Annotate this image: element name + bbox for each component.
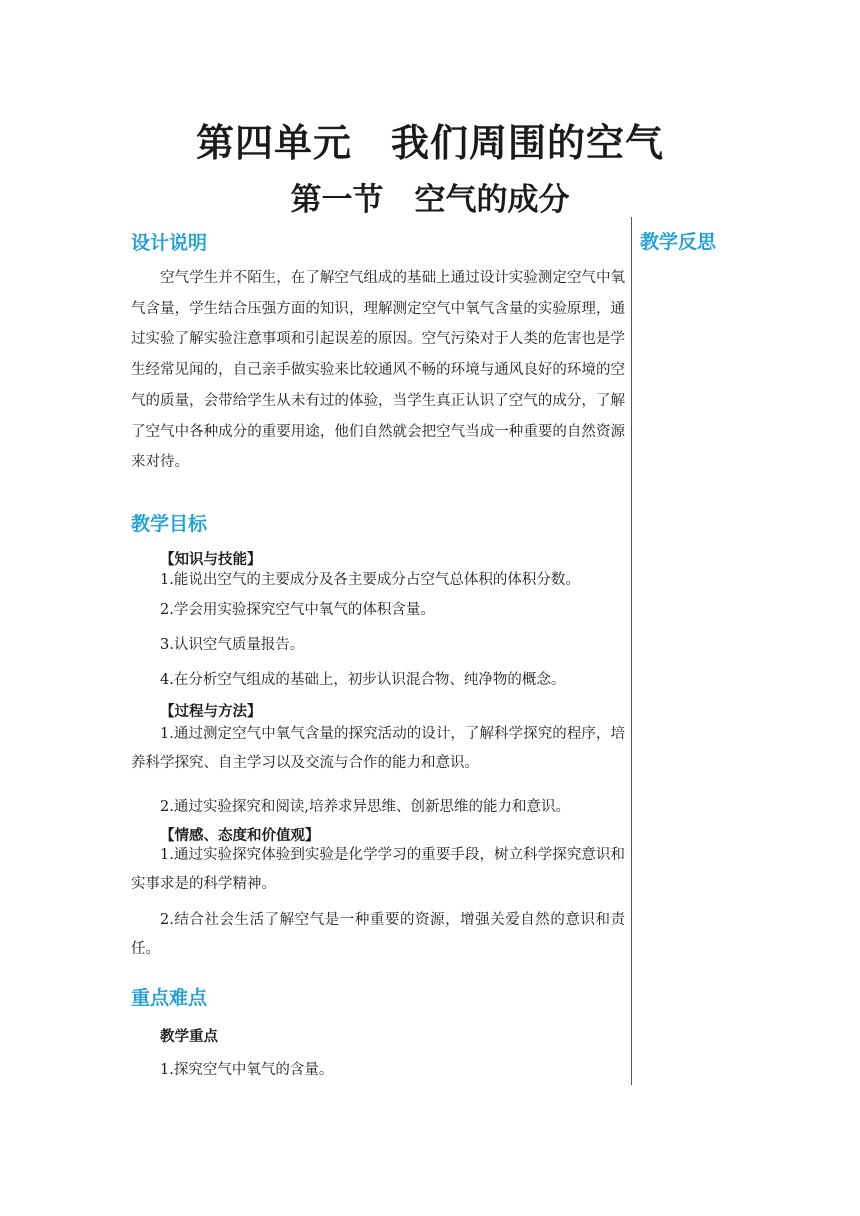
focus-label: 教学重点: [160, 1029, 218, 1045]
knowledge-item-4: 4.在分析空气组成的基础上，初步认识混合物、纯净物的概念。: [160, 672, 566, 688]
process-label: 【过程与方法】: [160, 704, 262, 720]
process-item-2: 2.通过实验探究和阅读,培养求异思维、创新思维的能力和意识。: [160, 799, 570, 815]
emotion-item-1: 1.通过实验探究体验到实验是化学学习的重要手段，树立科学探究意识和实事求是的科学精神。: [131, 847, 625, 892]
knowledge-item-1: 1.能说出空气的主要成分及各主要成分占空气总体积的体积分数。: [160, 572, 580, 588]
objectives-heading: 教学目标: [131, 513, 208, 535]
section-title: 第一节 空气的成分: [290, 182, 570, 218]
focus-item-1: 1.探究空气中氧气的含量。: [160, 1062, 334, 1078]
design-paragraph: 空气学生并不陌生，在了解空气组成的基础上通过设计实验测定空气中氧气含量，学生结合压强方面的知识，理解测定空气中氧气含量的实验原理，通过实验了解实验注意事项和引起误差的原因。空气污染对于人类的危害也是学生经常见闻的，自己亲手做实验来比较通风不畅的环境与通风良好的环境的空气的质量，会带给学生从未有过的体验，当学生真正认识了空气的成分，了解了空气中各种成分的重要用途，他们自然就会把空气当成一种重要的自然资源来对待。: [131, 270, 625, 471]
key-points-heading: 重点难点: [131, 987, 208, 1009]
design-heading: 设计说明: [131, 232, 208, 254]
knowledge-item-2: 2.学会用实验探究空气中氧气的体积含量。: [160, 602, 435, 618]
emotion-label: 【情感、态度和价值观】: [160, 828, 320, 844]
emotion-item-2: 2.结合社会生活了解空气是一种重要的资源，增强关爱自然的意识和责任。: [131, 912, 625, 957]
page-title: 第四单元 我们周围的空气: [195, 121, 664, 165]
column-divider: [631, 217, 632, 1085]
knowledge-item-3: 3.认识空气质量报告。: [160, 637, 305, 653]
process-item-1: 1.通过测定空气中氧气含量的探究活动的设计，了解科学探究的程序，培养科学探究、自主学习以及交流与合作的能力和意识。: [131, 726, 625, 771]
reflection-heading: 教学反思: [640, 231, 717, 253]
knowledge-label: 【知识与技能】: [160, 552, 262, 568]
